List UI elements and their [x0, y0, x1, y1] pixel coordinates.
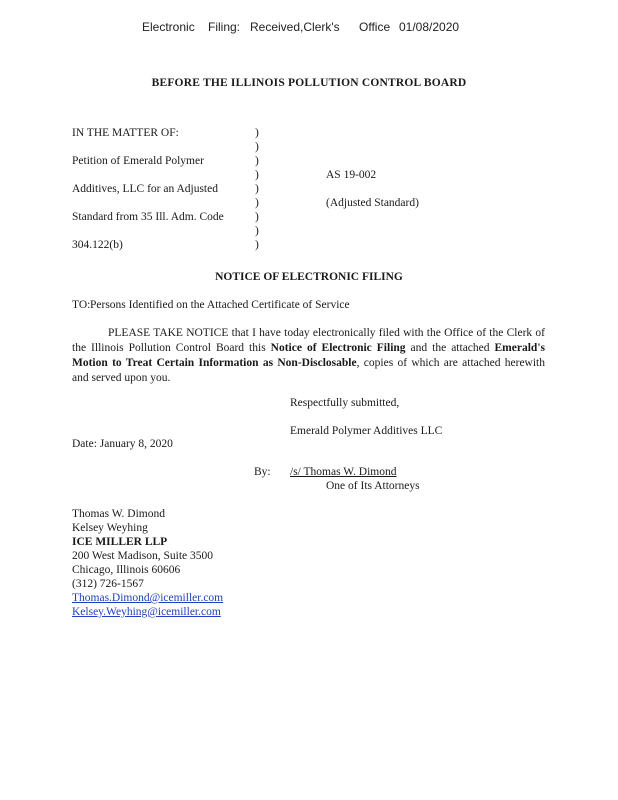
address-line-2: Chicago, Illinois 60606 — [72, 564, 181, 576]
caption-paren: ) — [255, 225, 259, 237]
law-firm-name: ICE MILLER LLP — [72, 536, 168, 548]
phone-number: (312) 726-1567 — [72, 578, 144, 590]
stamp-date: 01/08/2020 — [399, 20, 460, 34]
stamp-word-received: Received,Clerk's — [250, 20, 340, 34]
caption-line-3: Additives, LLC for an Adjusted — [72, 183, 218, 195]
board-title: BEFORE THE ILLINOIS POLLUTION CONTROL BOARD — [151, 77, 467, 89]
signer-role: One of Its Attorneys — [326, 480, 420, 492]
signer-company: Emerald Polymer Additives LLC — [290, 425, 443, 437]
caption-line-1: IN THE MATTER OF: — [72, 127, 179, 139]
stamp-word-electronic: Electronic — [142, 20, 195, 34]
attorney-name-1: Thomas W. Dimond — [72, 508, 165, 520]
stamp-word-filing: Filing: — [208, 20, 241, 34]
para-bold-motion: Emerald's Motion to Treat Certain Information as Non-Disclosable — [72, 342, 545, 369]
para-text-3: , copies of which are attached herewith and served upon you. — [72, 357, 545, 384]
electronic-signature: /s/ Thomas W. Dimond — [290, 466, 397, 478]
caption-paren: ) — [255, 127, 259, 139]
caption-line-4: Standard from 35 Ill. Adm. Code — [72, 211, 224, 223]
address-line-1: 200 West Madison, Suite 3500 — [72, 550, 214, 562]
caption-line-5: 304.122(b) — [72, 239, 123, 251]
attorney-name-2: Kelsey Weyhing — [72, 522, 148, 534]
to-label: TO: — [72, 299, 91, 311]
caption-paren: ) — [255, 183, 259, 195]
respectfully-submitted: Respectfully submitted, — [290, 397, 400, 409]
caption-paren: ) — [255, 169, 259, 181]
caption-paren: ) — [255, 239, 259, 251]
para-text-2: and the attached — [405, 342, 495, 354]
notice-paragraph — [72, 326, 545, 386]
para-bold-notice: Notice of Electronic Filing — [270, 342, 406, 354]
stamp-word-office: Office — [359, 20, 391, 34]
case-type: (Adjusted Standard) — [326, 197, 419, 209]
caption-paren: ) — [255, 211, 259, 223]
case-number: AS 19-002 — [326, 169, 377, 181]
caption-paren: ) — [255, 197, 259, 209]
para-text-1: PLEASE TAKE NOTICE that I have today electronically filed with the Office of the Clerk of the Illinois Pollution Control Board this — [72, 327, 545, 354]
caption-paren: ) — [255, 141, 259, 153]
caption-paren: ) — [255, 155, 259, 167]
by-label: By: — [254, 466, 271, 478]
notice-title: NOTICE OF ELECTRONIC FILING — [215, 271, 403, 283]
email-link-dimond[interactable]: Thomas.Dimond@icemiller.com — [72, 592, 224, 604]
to-recipients: Persons Identified on the Attached Certificate of Service — [90, 299, 350, 311]
email-link-weyhing[interactable]: Kelsey.Weyhing@icemiller.com — [72, 606, 221, 618]
date-line: Date: January 8, 2020 — [72, 438, 173, 450]
caption-line-2: Petition of Emerald Polymer — [72, 155, 204, 167]
